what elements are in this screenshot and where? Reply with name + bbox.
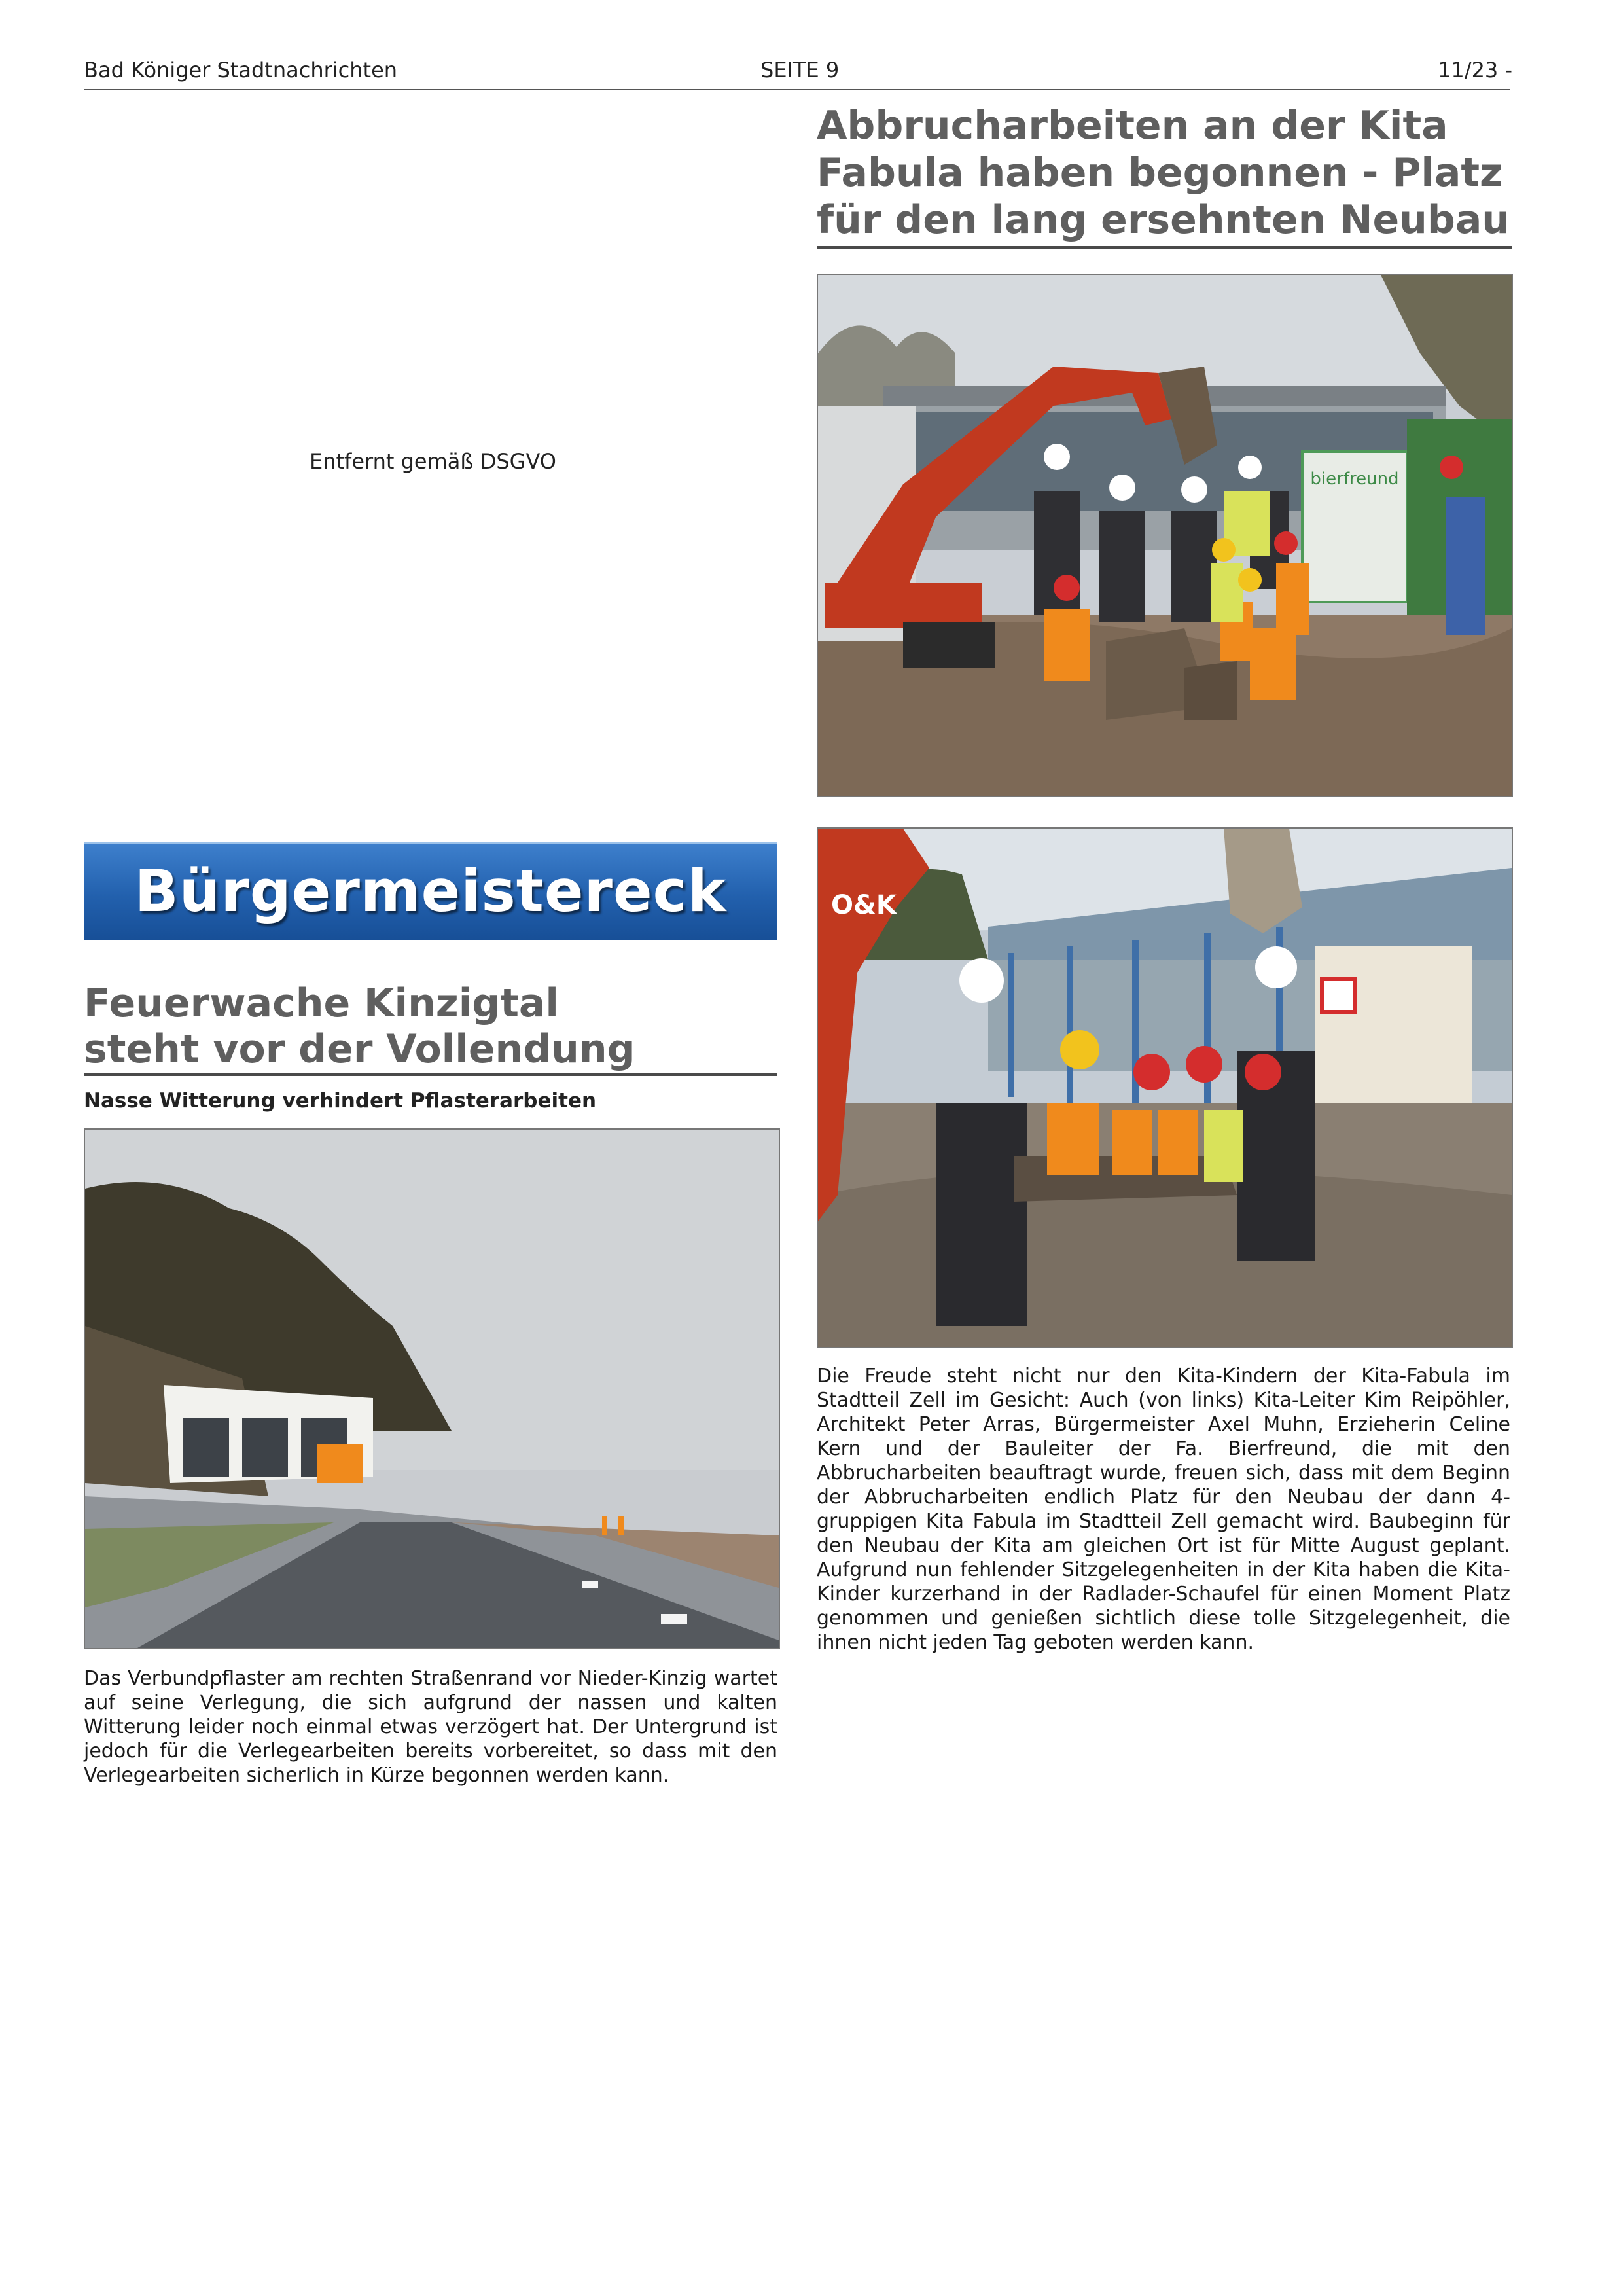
feuerwache-subtitle: Nasse Witterung verhindert Pflasterarbeiten [84,1089,597,1113]
feuerwache-photo [84,1128,780,1649]
machine-brand-label: O&K [831,890,897,920]
feuerwache-title-line-2: steht vor der Vollendung [84,1026,635,1072]
feuerwache-photo-caption: Das Verbundpflaster am rechten Straßenrand vor Nieder-Kinzig wartet auf seine Verlegung, die sich aufgrund der nassen und kalten Witterung leider noch einmal etwas verzögert hat. Der Untergrund ist jedoch für die Verlegearbeiten bereits vorbereitet, so dass mit den Verlegearbeiten sicherlich in Kürze begonnen werden kann. [84,1667,777,1787]
gdpr-removed-notice: Entfernt gemäß DSGVO [310,449,556,474]
publication-name: Bad Königer Stadtnachrichten [84,58,398,82]
kita-demolition-photo [817,274,1513,797]
kita-article-title [817,102,1512,249]
section-banner-title: Bürgermeistereck [134,857,727,925]
feuerwache-article-title [84,980,777,1076]
kita-title-line-2: Fabula haben begonnen - Platz [817,150,1502,196]
header-rule [84,89,1510,90]
issue-number: 11/23 - [1438,58,1512,82]
page-number: SEITE 9 [760,58,840,82]
feuerwache-title-line-1: Feuerwache Kinzigtal [84,980,559,1026]
section-banner [84,842,777,940]
kita-photo-caption: Die Freude steht nicht nur den Kita-Kindern der Kita-Fabula im Stadtteil Zell im Gesicht: Auch (von links) Kita-Leiter Kim Reipöhler, Architekt Peter Arras, Bürgermeister Axel Muhn, Erzieherin Celine Kern und der Bauleiter der Fa. Bierfreund, die mit den Abbrucharbeiten beauftragt wurde, freuen sich, dass mit dem Beginn der Abbrucharbeiten endlich Platz für den Neubau der dann 4-gruppigen Kita Fabula im Stadtteil Zell gemacht wird. Baubeginn für den Neubau der Kita am gleichen Ort ist für Mitte August geplant. Aufgrund nun fehlender Sitzgelegenheiten in der Kita haben die Kita-Kinder kurzerhand in der Radlader-Schaufel für einen Moment Platz genommen und genießen sichtlich diese tolle Sitzgelegenheit, die ihnen nicht jeden Tag geboten werden kann. [817,1365,1510,1654]
kita-bucket-photo [817,827,1513,1348]
kita-title-line-1: Abbrucharbeiten an der Kita [817,103,1448,149]
sign-bierfreund: bierfreund [1310,469,1399,489]
kita-title-line-3: für den lang ersehnten Neubau [817,197,1510,243]
